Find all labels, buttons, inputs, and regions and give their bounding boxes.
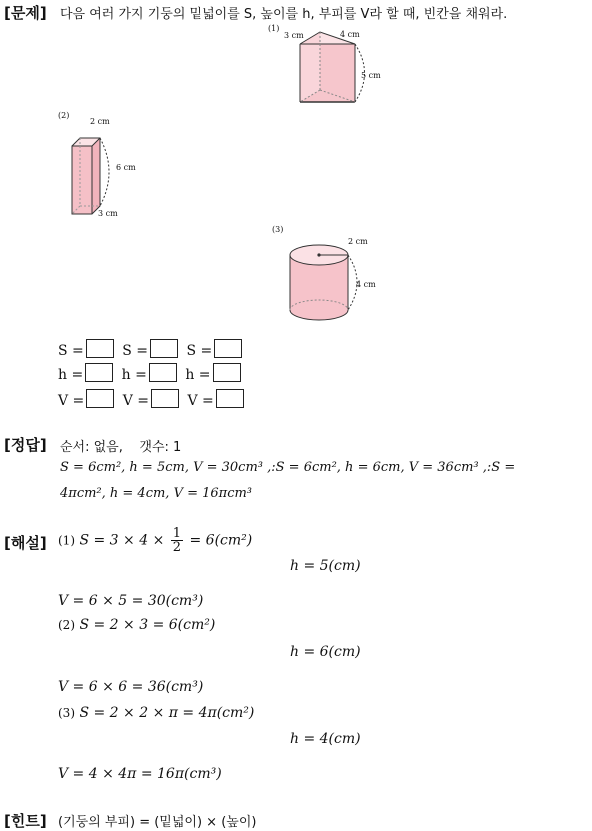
figure-3-dim-b: 4 cm bbox=[356, 280, 376, 289]
figure-3-label: (3) bbox=[272, 225, 284, 234]
row-h-label-3: h = bbox=[185, 367, 211, 383]
figure-1-label: (1) bbox=[268, 24, 280, 33]
blank-row-h bbox=[58, 363, 245, 383]
fraction-denominator: 2 bbox=[172, 540, 182, 555]
blank-h-2[interactable] bbox=[149, 363, 177, 382]
figure-triangular-prism bbox=[262, 22, 392, 110]
blank-s-2[interactable] bbox=[150, 339, 178, 358]
row-v-label-1: V = bbox=[58, 393, 85, 409]
row-v-label-2: V = bbox=[122, 393, 150, 409]
figure-3-dim-a: 2 cm bbox=[348, 237, 368, 246]
blank-s-1[interactable] bbox=[86, 339, 114, 358]
figure-1-dim-a: 3 cm bbox=[284, 31, 304, 40]
blank-row-v bbox=[58, 389, 248, 409]
explanation-3-s bbox=[58, 705, 254, 721]
figure-2-dim-a: 2 cm bbox=[90, 117, 110, 126]
row-h-label-1: h = bbox=[58, 367, 84, 383]
problem-tag: [문제] bbox=[4, 4, 47, 22]
explanation-3-s-expr: S = 2 × 2 × π = 4π(cm²) bbox=[79, 705, 255, 721]
row-v-label-3: V = bbox=[187, 393, 214, 409]
answer-tag: [정답] bbox=[4, 436, 47, 454]
explanation-3-v: V = 4 × 4π = 16π(cm³) bbox=[58, 766, 222, 782]
explanation-1-prefix: (1) bbox=[58, 533, 75, 548]
explanation-1-s-tail: = 6(cm²) bbox=[189, 532, 253, 549]
row-s-label-3: S = bbox=[186, 343, 213, 359]
explanation-1-s-expr: S = 3 × 4 × bbox=[79, 532, 165, 549]
blank-v-1[interactable] bbox=[86, 389, 114, 408]
blank-v-3[interactable] bbox=[216, 389, 244, 408]
explanation-1-v: V = 6 × 5 = 30(cm³) bbox=[58, 593, 204, 609]
hint-text: (기둥의 부피) = (밑넓이) × (높이) bbox=[58, 815, 257, 830]
explanation-3-prefix: (3) bbox=[58, 706, 75, 720]
answer-line-1: S = 6cm², h = 5cm, V = 30cm³ ,:S = 6cm², h = 6cm, V = 36cm³ ,:S = bbox=[60, 460, 516, 475]
explanation-1-s bbox=[58, 527, 252, 554]
explanation-2-s-expr: S = 2 × 3 = 6(cm²) bbox=[79, 617, 216, 633]
blank-v-2[interactable] bbox=[151, 389, 179, 408]
row-s-label-2: S = bbox=[122, 343, 149, 359]
answer-line-2: 4πcm², h = 4cm, V = 16πcm³ bbox=[60, 486, 253, 501]
fraction-numerator: 1 bbox=[172, 526, 182, 541]
fraction-one-half bbox=[171, 527, 183, 554]
problem-text: 다음 여러 가지 기둥의 밑넓이를 S, 높이를 h, 부피를 V라 할 때, 빈칸을 채워라. bbox=[60, 7, 508, 22]
explanation-3-h: h = 4(cm) bbox=[290, 731, 361, 747]
figure-2-dim-c: 3 cm bbox=[98, 209, 118, 218]
explanation-2-s bbox=[58, 617, 215, 633]
hint-tag: [힌트] bbox=[4, 812, 47, 830]
figure-1-dim-b: 4 cm bbox=[340, 30, 360, 39]
row-s-label-1: S = bbox=[58, 343, 84, 359]
figure-1-dim-c: 5 cm bbox=[361, 71, 381, 80]
explanation-2-h: h = 6(cm) bbox=[290, 644, 361, 660]
figure-cylinder bbox=[270, 222, 380, 328]
answer-meta: 순서: 없음, 갯수: 1 bbox=[60, 440, 182, 455]
explanation-2-prefix: (2) bbox=[58, 618, 75, 632]
figure-2-label: (2) bbox=[58, 111, 70, 120]
explanation-2-v: V = 6 × 6 = 36(cm³) bbox=[58, 679, 204, 695]
blank-s-3[interactable] bbox=[214, 339, 242, 358]
explanation-tag: [해설] bbox=[4, 534, 47, 552]
blank-h-3[interactable] bbox=[213, 363, 241, 382]
explanation-1-h: h = 5(cm) bbox=[290, 558, 361, 574]
figure-rectangular-prism bbox=[56, 110, 156, 222]
row-h-label-2: h = bbox=[121, 367, 147, 383]
blank-row-s bbox=[58, 339, 246, 359]
blank-h-1[interactable] bbox=[85, 363, 113, 382]
figure-2-dim-b: 6 cm bbox=[116, 163, 136, 172]
